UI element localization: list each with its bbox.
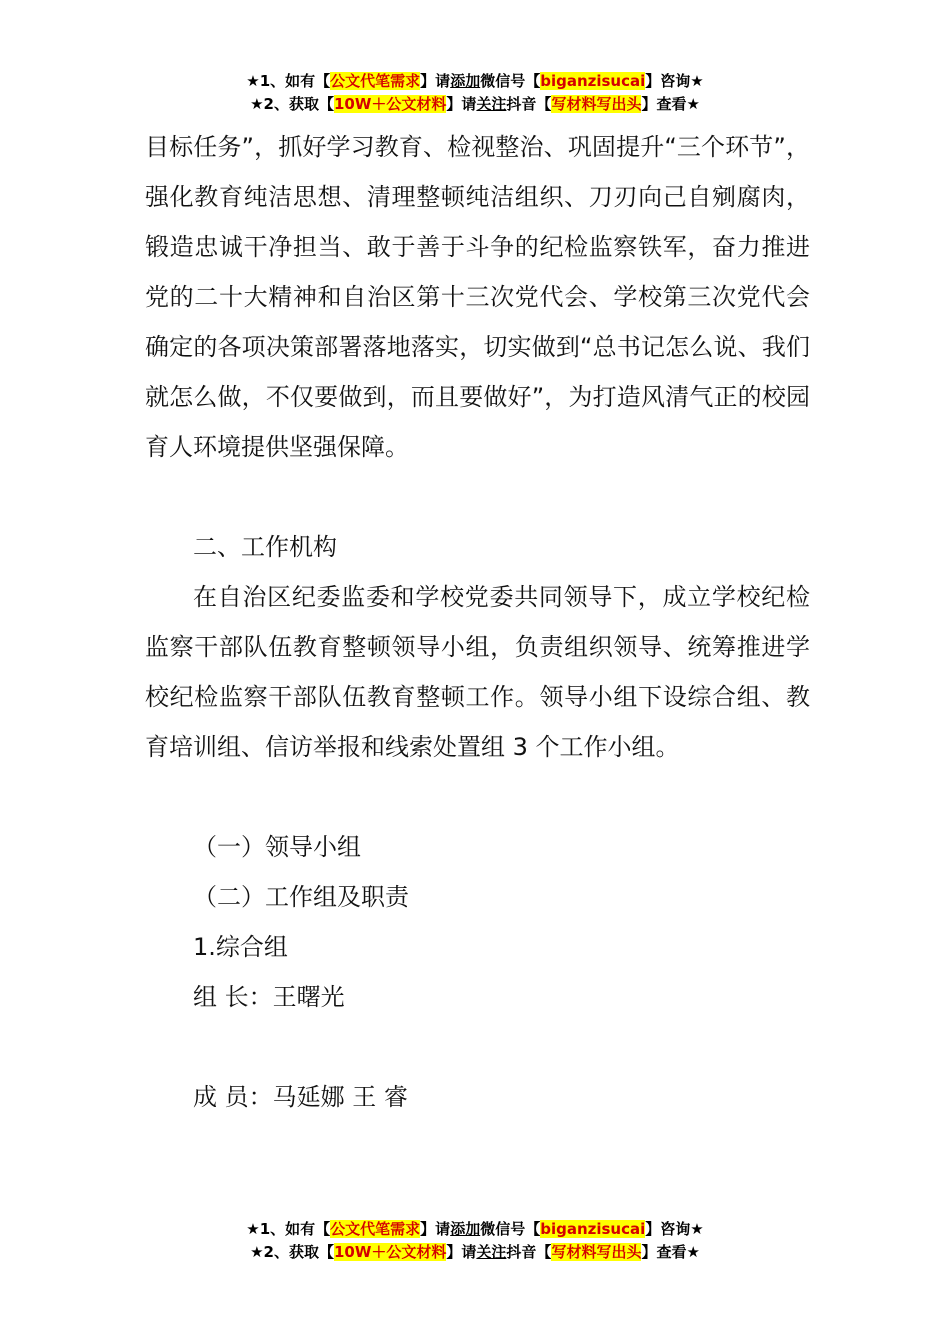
spacer (145, 772, 810, 822)
banner-highlight-douyin: 写材料写出头 (551, 1243, 642, 1261)
banner-line-2: ★2、获取【10W＋公文材料】请关注抖音【写材料写出头】查看★ (250, 1243, 700, 1261)
banner-highlight-douyin: 写材料写出头 (551, 95, 642, 113)
banner-highlight-service: 公文代笔需求 (330, 1220, 421, 1238)
footer-banner (0, 1218, 950, 1264)
paragraph-organization: 在自治区纪委监委和学校党委共同领导下，成立学校纪检监察干部队伍教育整顿领导小组，负责组织领导、统筹推进学校纪检监察干部队伍教育整顿工作。领导小组下设综合组、教育培训组、信访举报和线索处置组 3 个工作小组。 (145, 583, 810, 761)
group-members: 成 员：马延娜 王 睿 (193, 1083, 408, 1111)
subheading-leadership-group: （一）领导小组 (193, 833, 361, 861)
section-heading-work-organization: 二、工作机构 (193, 533, 337, 561)
banner-line-1: ★1、如有【公文代笔需求】请添加微信号【biganzisucai】咨询★ (246, 72, 704, 90)
banner-highlight-materials: 10W＋公文材料 (333, 95, 447, 113)
banner-highlight-service: 公文代笔需求 (330, 72, 421, 90)
header-banner (0, 70, 950, 116)
subheading-work-groups: （二）工作组及职责 (193, 883, 409, 911)
banner-highlight-materials: 10W＋公文材料 (333, 1243, 447, 1261)
document-body (145, 122, 810, 1122)
item-general-group: 1.综合组 (193, 933, 288, 961)
spacer (145, 472, 810, 522)
banner-line-1: ★1、如有【公文代笔需求】请添加微信号【biganzisucai】咨询★ (246, 1220, 704, 1238)
banner-highlight-wechat: biganzisucai (540, 1220, 646, 1238)
paragraph-intro: 目标任务”，抓好学习教育、检视整治、巩固提升“三个环节”，强化教育纯洁思想、清理整顿纯洁组织、刀刃向己自剜腐肉，锻造忠诚干净担当、敢于善于斗争的纪检监察铁军，奋力推进党的二十大精神和自治区第十三次党代会、学校第三次党代会确定的各项决策部署落地落实，切实做到“总书记怎么说、我们就怎么做，不仅要做到，而且要做好”，为打造风清气正的校园育人环境提供坚强保障。 (145, 133, 810, 461)
banner-highlight-wechat: biganzisucai (540, 72, 646, 90)
spacer (145, 1022, 810, 1072)
group-leader: 组 长：王曙光 (193, 983, 345, 1011)
banner-line-2: ★2、获取【10W＋公文材料】请关注抖音【写材料写出头】查看★ (250, 95, 700, 113)
